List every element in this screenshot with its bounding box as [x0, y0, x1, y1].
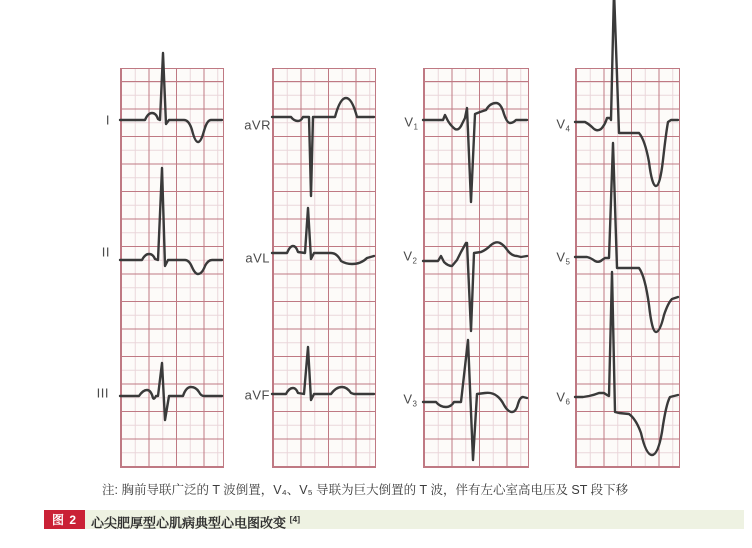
lead-label-V6 [556, 390, 570, 407]
lead-label-text: V [403, 248, 413, 264]
figure-caption [91, 510, 744, 532]
lead-label-II [102, 245, 110, 260]
lead-label-text: V [403, 391, 413, 407]
figure-number-badge: 图 2 [44, 510, 85, 529]
lead-label-text: V [556, 249, 566, 265]
lead-label-III [97, 386, 109, 401]
lead-label-text: aVF [244, 387, 270, 403]
lead-label-text: III [96, 385, 109, 401]
lead-label-subscript: 4 [565, 124, 570, 134]
lead-label-subscript: 1 [413, 122, 418, 132]
citation-ref: [4] [289, 514, 301, 524]
figure-caption-title: 心尖肥厚型心肌病典型心电图改变 [91, 515, 287, 531]
lead-label-text: aVR [244, 117, 271, 133]
lead-label-subscript: 6 [565, 397, 570, 407]
ecg-grid-panel-augmented [272, 68, 376, 468]
lead-label-V4 [556, 117, 570, 134]
ecg-grid-panel-v4-v6 [575, 68, 680, 468]
lead-label-text: II [101, 244, 110, 260]
figure-note: 注: 胸前导联广泛的 T 波倒置，V₄、V₅ 导联为巨大倒置的 T 波，伴有左心室高电压及 ST 段下移 [102, 483, 629, 497]
lead-label-V5 [556, 250, 570, 267]
lead-label-aVR [244, 118, 271, 133]
ecg-grid-panel-limb [120, 68, 224, 468]
lead-label-V1 [404, 115, 418, 132]
lead-label-aVF [245, 388, 270, 403]
figure-caption-bar [44, 510, 744, 529]
ecg-grid-panel-v1-v3 [423, 68, 529, 468]
lead-label-V2 [403, 249, 417, 266]
lead-label-subscript: 5 [565, 257, 570, 267]
lead-label-text: V [556, 389, 566, 405]
lead-label-text: V [556, 116, 566, 132]
lead-label-V3 [403, 392, 417, 409]
lead-label-I [106, 113, 110, 128]
lead-label-subscript: 3 [412, 399, 417, 409]
lead-label-text: I [105, 112, 110, 128]
lead-label-subscript: 2 [412, 256, 417, 266]
lead-label-text: aVL [245, 250, 270, 266]
lead-label-text: V [404, 114, 414, 130]
lead-label-aVL [245, 251, 270, 266]
